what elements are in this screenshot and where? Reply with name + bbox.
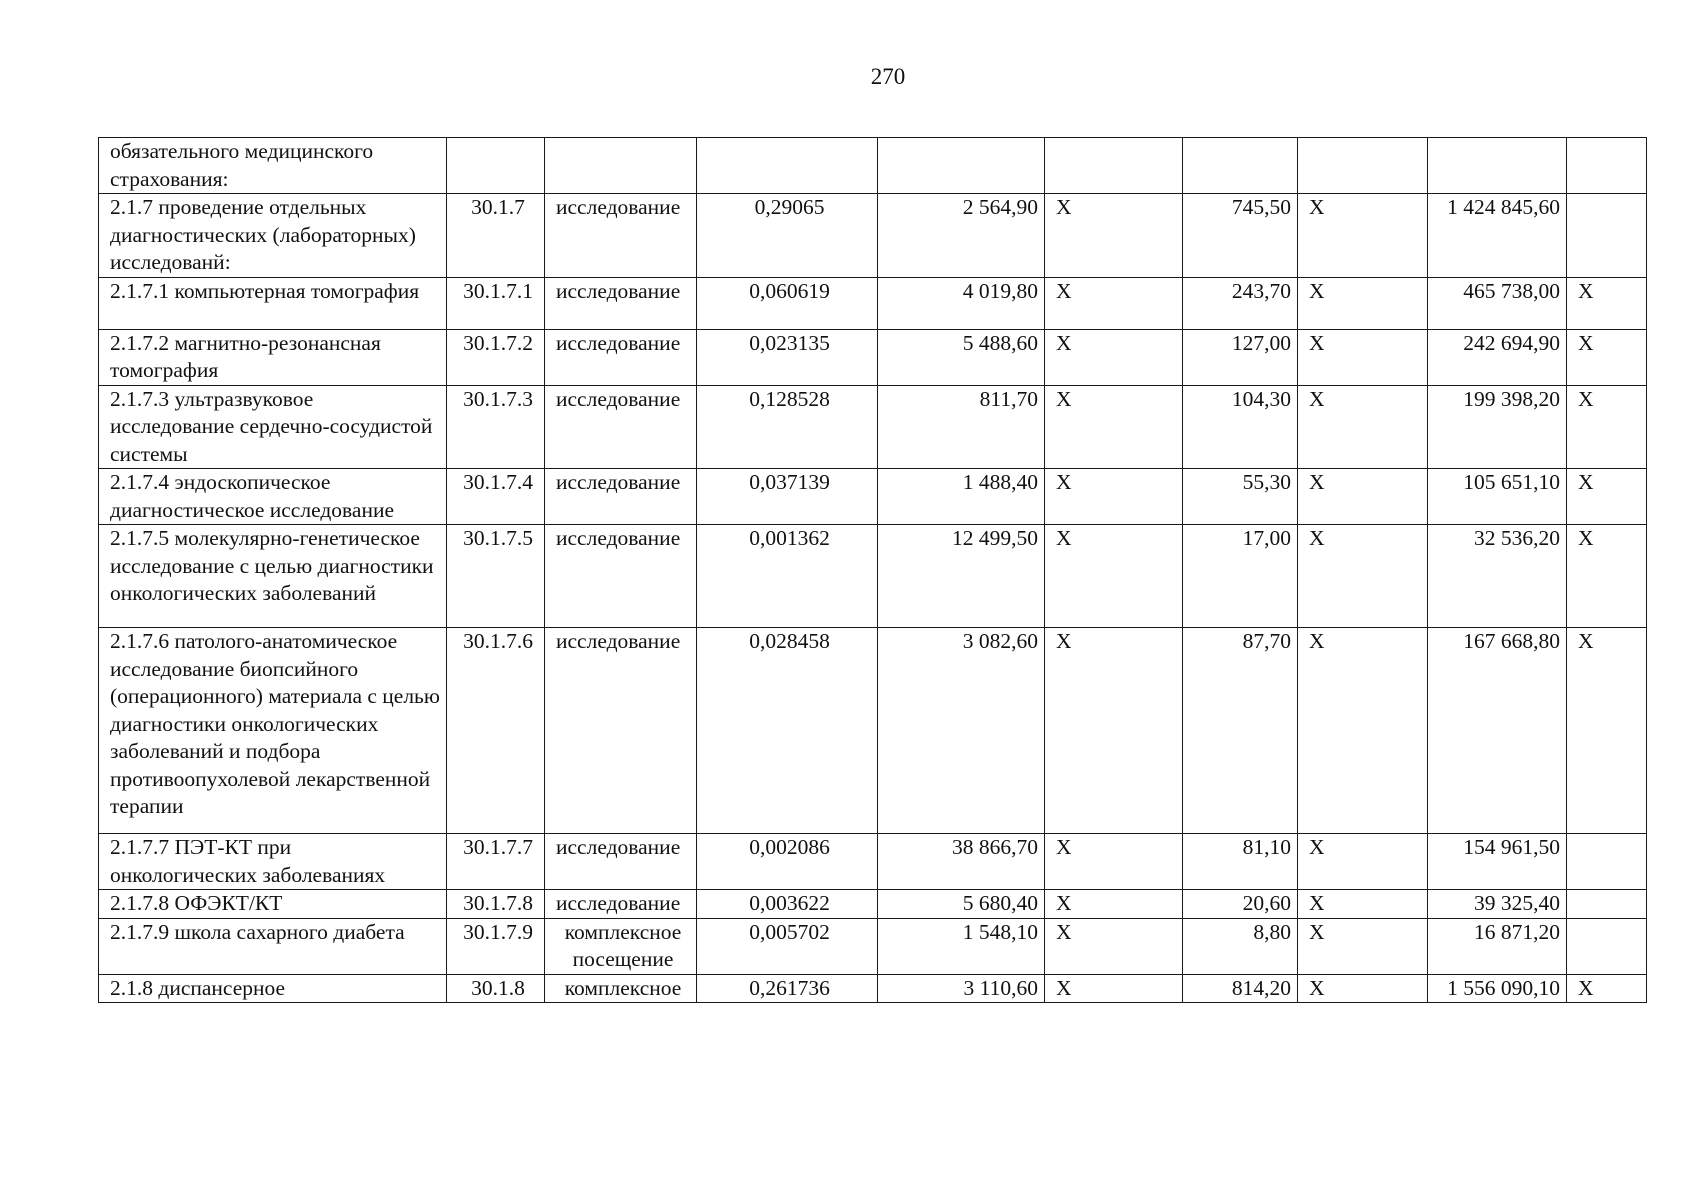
row-x-mark-cell: X	[1298, 329, 1428, 385]
row-total-cell: 105 651,10	[1428, 469, 1567, 525]
page-number: 270	[870, 64, 906, 89]
row-norm-cell: 0,037139	[697, 469, 878, 525]
row-per-capita-cell	[1183, 138, 1298, 194]
row-name-cell: 2.1.7.7 ПЭТ-КТ при онкологических заболеваниях	[99, 834, 447, 890]
row-name-cell: 2.1.7.3 ультразвуковое исследование сердечно-сосудистой системы	[99, 385, 447, 469]
row-x-mark-cell: X	[1045, 277, 1183, 329]
row-x-mark-cell: X	[1298, 628, 1428, 834]
row-x-mark-cell: X	[1298, 469, 1428, 525]
row-code-cell: 30.1.7.6	[447, 628, 545, 834]
row-name-cell: 2.1.7.1 компьютерная томография	[99, 277, 447, 329]
row-unit-cell: исследование	[545, 525, 697, 628]
row-norm-cell	[697, 138, 878, 194]
row-cost-cell: 12 499,50	[878, 525, 1045, 628]
row-norm-cell: 0,29065	[697, 194, 878, 278]
row-x-mark-cell: X	[1567, 329, 1647, 385]
row-norm-cell: 0,002086	[697, 834, 878, 890]
row-code-cell: 30.1.7.3	[447, 385, 545, 469]
row-per-capita-cell: 814,20	[1183, 974, 1298, 1003]
row-x-mark-cell: X	[1045, 469, 1183, 525]
row-unit-cell: исследование	[545, 834, 697, 890]
row-x-mark-cell	[1567, 918, 1647, 974]
row-per-capita-cell: 20,60	[1183, 890, 1298, 919]
row-name-cell: 2.1.7.8 ОФЭКТ/КТ	[99, 890, 447, 919]
row-x-mark-cell	[1045, 138, 1183, 194]
table-row	[99, 974, 1647, 1003]
row-x-mark-cell: X	[1298, 385, 1428, 469]
row-total-cell	[1428, 138, 1567, 194]
row-per-capita-cell: 55,30	[1183, 469, 1298, 525]
row-per-capita-cell: 127,00	[1183, 329, 1298, 385]
row-norm-cell: 0,003622	[697, 890, 878, 919]
row-total-cell: 32 536,20	[1428, 525, 1567, 628]
row-per-capita-cell: 17,00	[1183, 525, 1298, 628]
row-total-cell: 16 871,20	[1428, 918, 1567, 974]
row-x-mark-cell: X	[1567, 469, 1647, 525]
row-unit-cell: комплексное посещение	[545, 918, 697, 974]
table-body	[99, 138, 1647, 1003]
row-x-mark-cell: X	[1298, 890, 1428, 919]
row-total-cell: 1 424 845,60	[1428, 194, 1567, 278]
row-norm-cell: 0,023135	[697, 329, 878, 385]
row-x-mark-cell	[1298, 138, 1428, 194]
row-total-cell: 39 325,40	[1428, 890, 1567, 919]
row-unit-cell: исследование	[545, 329, 697, 385]
row-total-cell: 1 556 090,10	[1428, 974, 1567, 1003]
row-name-cell: 2.1.7.4 эндоскопическое диагностическое исследование	[99, 469, 447, 525]
row-code-cell: 30.1.8	[447, 974, 545, 1003]
row-cost-cell: 3 082,60	[878, 628, 1045, 834]
row-x-mark-cell	[1567, 138, 1647, 194]
row-name-cell: 2.1.7.5 молекулярно-генетическое исследование с целью диагностики онкологических заболеваний	[99, 525, 447, 628]
row-unit-cell: исследование	[545, 277, 697, 329]
row-per-capita-cell: 81,10	[1183, 834, 1298, 890]
row-norm-cell: 0,005702	[697, 918, 878, 974]
row-code-cell: 30.1.7.9	[447, 918, 545, 974]
row-norm-cell: 0,128528	[697, 385, 878, 469]
row-x-mark-cell: X	[1045, 974, 1183, 1003]
table-row	[99, 385, 1647, 469]
row-unit-cell: комплексное	[545, 974, 697, 1003]
row-cost-cell: 1 488,40	[878, 469, 1045, 525]
row-x-mark-cell: X	[1298, 918, 1428, 974]
row-x-mark-cell: X	[1298, 974, 1428, 1003]
row-per-capita-cell: 8,80	[1183, 918, 1298, 974]
row-name-cell: 2.1.7.9 школа сахарного диабета	[99, 918, 447, 974]
row-total-cell: 167 668,80	[1428, 628, 1567, 834]
row-x-mark-cell: X	[1567, 628, 1647, 834]
row-x-mark-cell: X	[1567, 974, 1647, 1003]
row-x-mark-cell: X	[1045, 890, 1183, 919]
row-x-mark-cell: X	[1567, 525, 1647, 628]
row-per-capita-cell: 745,50	[1183, 194, 1298, 278]
row-name-cell: 2.1.7.2 магнитно-резонансная томография	[99, 329, 447, 385]
table-row	[99, 277, 1647, 329]
row-x-mark-cell	[1567, 890, 1647, 919]
row-norm-cell: 0,261736	[697, 974, 878, 1003]
row-code-cell: 30.1.7.7	[447, 834, 545, 890]
row-x-mark-cell: X	[1567, 277, 1647, 329]
row-per-capita-cell: 243,70	[1183, 277, 1298, 329]
row-x-mark-cell: X	[1045, 525, 1183, 628]
row-unit-cell	[545, 138, 697, 194]
row-unit-cell: исследование	[545, 628, 697, 834]
table-row	[99, 525, 1647, 628]
row-unit-cell: исследование	[545, 194, 697, 278]
row-x-mark-cell: X	[1298, 194, 1428, 278]
row-cost-cell: 3 110,60	[878, 974, 1045, 1003]
row-x-mark-cell: X	[1045, 834, 1183, 890]
row-total-cell: 465 738,00	[1428, 277, 1567, 329]
row-unit-cell: исследование	[545, 469, 697, 525]
row-code-cell	[447, 138, 545, 194]
row-unit-cell: исследование	[545, 890, 697, 919]
row-cost-cell: 1 548,10	[878, 918, 1045, 974]
row-code-cell: 30.1.7.2	[447, 329, 545, 385]
table-row	[99, 628, 1647, 834]
row-unit-cell: исследование	[545, 385, 697, 469]
row-norm-cell: 0,060619	[697, 277, 878, 329]
row-cost-cell: 811,70	[878, 385, 1045, 469]
row-x-mark-cell: X	[1567, 385, 1647, 469]
row-name-cell: обязательного медицинского страхования:	[99, 138, 447, 194]
row-per-capita-cell: 104,30	[1183, 385, 1298, 469]
row-cost-cell: 2 564,90	[878, 194, 1045, 278]
row-cost-cell: 5 488,60	[878, 329, 1045, 385]
row-code-cell: 30.1.7.8	[447, 890, 545, 919]
row-cost-cell: 38 866,70	[878, 834, 1045, 890]
row-x-mark-cell: X	[1298, 525, 1428, 628]
row-name-cell: 2.1.8 диспансерное	[99, 974, 447, 1003]
row-x-mark-cell: X	[1298, 834, 1428, 890]
table-row	[99, 329, 1647, 385]
table-row	[99, 469, 1647, 525]
row-total-cell: 242 694,90	[1428, 329, 1567, 385]
row-norm-cell: 0,001362	[697, 525, 878, 628]
row-total-cell: 154 961,50	[1428, 834, 1567, 890]
row-norm-cell: 0,028458	[697, 628, 878, 834]
allocation-table	[98, 137, 1647, 1003]
row-cost-cell: 5 680,40	[878, 890, 1045, 919]
row-total-cell: 199 398,20	[1428, 385, 1567, 469]
row-code-cell: 30.1.7.5	[447, 525, 545, 628]
row-x-mark-cell	[1567, 194, 1647, 278]
table-row	[99, 834, 1647, 890]
row-per-capita-cell: 87,70	[1183, 628, 1298, 834]
row-x-mark-cell: X	[1045, 628, 1183, 834]
row-x-mark-cell: X	[1045, 918, 1183, 974]
row-x-mark-cell: X	[1298, 277, 1428, 329]
row-code-cell: 30.1.7.4	[447, 469, 545, 525]
table-row	[99, 138, 1647, 194]
row-code-cell: 30.1.7.1	[447, 277, 545, 329]
row-code-cell: 30.1.7	[447, 194, 545, 278]
table-row	[99, 918, 1647, 974]
row-name-cell: 2.1.7.6 патолого-анатомическое исследование биопсийного (операционного) материала с целью диагностики онкологических заболеваний и подбора противоопухолевой лекарственной терапии	[99, 628, 447, 834]
row-x-mark-cell: X	[1045, 194, 1183, 278]
row-x-mark-cell: X	[1045, 385, 1183, 469]
table-row	[99, 890, 1647, 919]
row-x-mark-cell	[1567, 834, 1647, 890]
row-cost-cell: 4 019,80	[878, 277, 1045, 329]
table-row	[99, 194, 1647, 278]
row-x-mark-cell: X	[1045, 329, 1183, 385]
row-cost-cell	[878, 138, 1045, 194]
row-name-cell: 2.1.7 проведение отдельных диагностических (лабораторных) исследованй:	[99, 194, 447, 278]
